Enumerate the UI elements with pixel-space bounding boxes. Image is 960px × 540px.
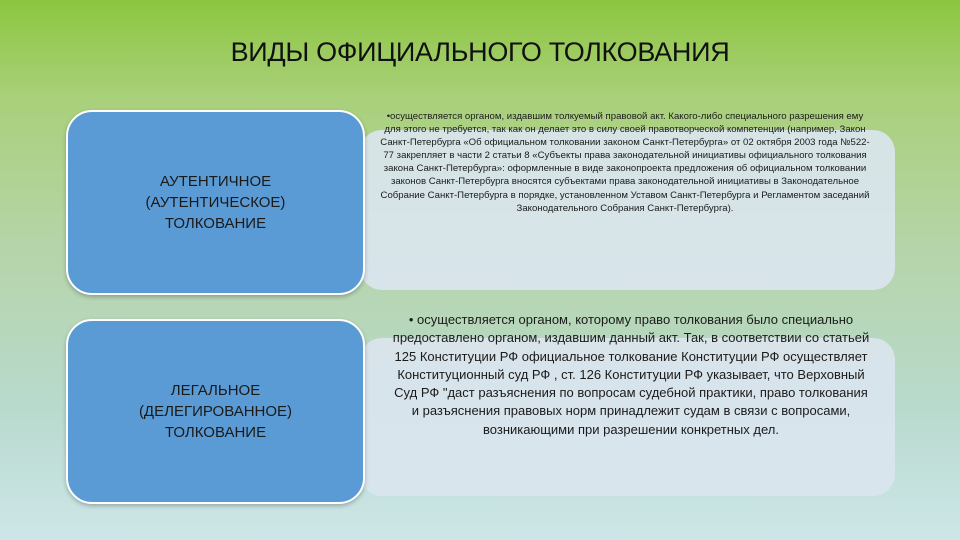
description-legal: • осуществляется органом, которому право толкования было специально предоставлено органом, издавшим данный акт. Так, в соответствии со статьей 125 Конституции РФ официальное толкование Конституции РФ осуществляет Конституционный суд РФ , ст. 126 Конституции РФ указывает, что Верховный Суд РФ "даст разъяснения по вопросам судебной практики, право толкования и разъяснения правовых норм принадлежит судам в связи с вопросами, возникающими при разрешении конкретных дел.: [392, 312, 870, 437]
type-label-authentic: АУТЕНТИЧНОЕ (АУТЕНТИЧЕСКОЕ) ТОЛКОВАНИЕ: [145, 173, 286, 232]
type-card-authentic: [66, 110, 365, 295]
slide-title: ВИДЫ ОФИЦИАЛЬНОГО ТОЛКОВАНИЯ: [230, 37, 730, 67]
type-label-legal: ЛЕГАЛЬНОЕ (ДЕЛЕГИРОВАННОЕ) ТОЛКОВАНИЕ: [138, 382, 293, 441]
description-authentic: •осуществляется органом, издавшим толкуемый правовой акт. Какого-либо специального разрешения ему для этого не требуется, так как он делает это в силу своей правотворческой компетенции (например, Закон Санкт-Петербурга «Об официальном толковании законом Санкт-Петербурга» от 02 октября 2003 года №522-77 закрепляет в части 2 статьи 8 «Субъекты права законодательной инициативы официального толкования закона Санкт-Петербурга»: оформленные в виде законопроекта предложения об официальном толковании законов Санкт-Петербурга вносятся субъектами права законодательной инициативы в Законодательное Собрание Санкт-Петербурга в порядке, установленном Уставом Санкт-Петербурга и Регламентом заседаний Законодательного Собрания Санкт-Петербурга).: [380, 111, 870, 214]
type-card-legal: [66, 319, 365, 504]
